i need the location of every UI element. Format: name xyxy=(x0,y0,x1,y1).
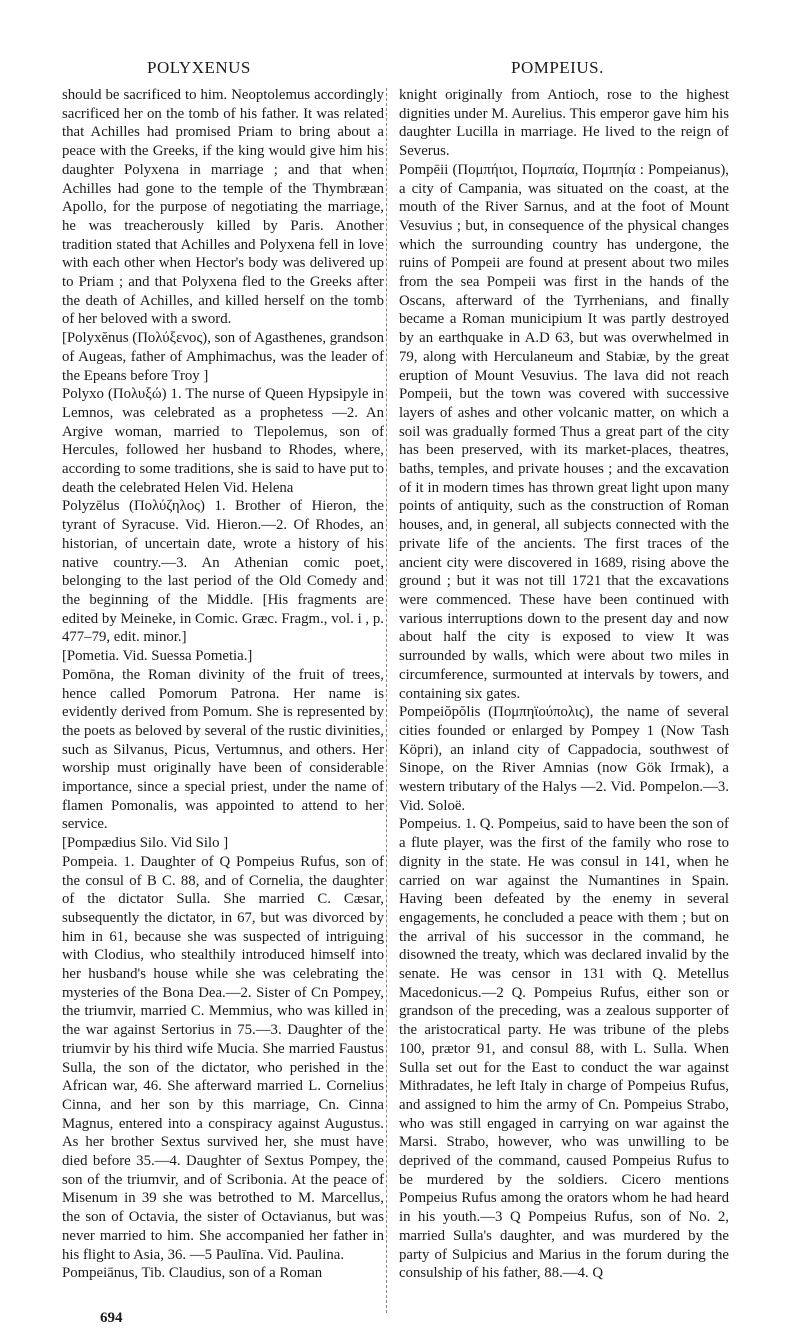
entry-pomona: Pomōna, the Roman divinity of the fruit of trees, hence called Pomorum Patrona. Her name is evidently derived from Pomum. She is represented by the poets as beloved by several of the rustic divinities, such as Silvanus, Picus, Vertumnus, and others. Her worship must originally have been of considerable importance, since a special priest, under the name of flamen Pomonalis, was appointed to attend to her service. xyxy=(62,666,384,833)
entry-pompeia: Pompeia. 1. Daughter of Q Pompeius Rufus, son of the consul of B C. 88, and of Cornelia, the daughter of the dictator Sulla. She married C. Cæsar, subsequently the dictator, in 67, but was divorced by him in 61, because she was suspected of intriguing with Clodius, who stealthily introduced himself into her husband's house while she was celebrating the mysteries of the Bona Dea.—2. Sister of Cn Pompey, the triumvir, married C. Memmius, who was killed in the war against Sertorius in 75.—3. Daughter of the triumvir by his third wife Mucia. She married Faustus Sulla, the son of the dictator, who perished in the African war, 46. She afterward married L. Cornelius Cinna, and her son by this marriage, Cn. Cinna Magnus, entered into a conspiracy against Augustus. As her brother Sextus survived her, she must have died before 35.—4. Daughter of Sextus Pompey, the son of the triumvir, and of Scribonia. At the peace of Misenum in 39 she was betrothed to M. Marcellus, the son of Octavia, the sister of Octavianus, but was never married to him. She accompanied her father in his flight to Asia, 36. —5 Paulīna. Vid. Paulina. xyxy=(62,853,384,1263)
entry-pompeii: Pompēii (Πομπήιοι, Πομπαία, Πομπηία : Pompeianus), a city of Campania, was situated on the coast, at the mouth of the River Sarnus, and at the foot of Mount Vesuvius ; but, in consequence of the physical changes which the surrounding country has undergone, the ruins of Pompeii are found at present about two miles from the sea Pompeii was first in the hands of the Oscans, afterward of the Tyrrhenians, and finally became a Roman municipium It was partly destroyed by an earthquake in A.D 63, but was overwhelmed in 79, along with Herculaneum and Stabiæ, by the great eruption of Mount Vesuvius. The lava did not reach Pompeii, but the town was covered with successive layers of ashes and other volcanic matter, on which a soil was gradually formed Thus a great part of the city has been preserved, with its market-places, theatres, baths, temples, and private houses ; and the excavation of it in modern times has thrown great light upon many points of antiquity, such as the construction of Roman houses, and, in general, all subjects connected with the private life of the ancients. The first traces of the ancient city were discovered in 1689, rising above the ground ; but it was not till 1721 that the excavations were commenced. These have been continued with various interruptions down to the present day and now about half the city is exposed to view It was surrounded by walls, which were about two miles in circumference, surmounted at intervals by towers, and containing six gates. xyxy=(399,161,729,702)
header-right: POMPEIUS. xyxy=(511,58,604,77)
header-left: POLYXENUS xyxy=(147,58,251,77)
entry-polyxo: Polyxo (Πολυξώ) 1. The nurse of Queen Hypsipyle in Lemnos, was celebrated as a prophetess —2. An Argive woman, married to Tlepolemus, son of Hercules, followed her husband to Rhodes, where, according to some traditions, she is said to have put to death the celebrated Helen Vid. Helena xyxy=(62,386,384,496)
right-column xyxy=(399,86,729,1283)
left-column xyxy=(62,86,384,1283)
entry-pompeius: Pompeius. 1. Q. Pompeius, said to have been the son of a flute player, was the first of the family who rose to dignity in the state. He was consul in 141, when he carried on war against the Numantines in Spain. Having been defeated by the enemy in several engagements, he concluded a peace with them ; but on the arrival of his successor in the command, he disowned the treaty, which was declared invalid by the senate. He was censor in 131 with Q. Metellus Macedonicus.—2 Q. Pompeius Rufus, either son or grandson of the preceding, was a zealous supporter of the aristocratical party. He was tribune of the plebs 100, prætor 91, and consul 88, with L. Sulla. When Sulla set out for the East to conduct the war against Mithradates, he left Italy in charge of Pompeius Rufus, and assigned to him the army of Cn. Pompeius Strabo, who was still engaged in carrying on war against the Marsi. Strabo, however, who was unwilling to be deprived of the command, caused Pompeius Rufus to be murdered by the soldiers. Cicero mentions Pompeius Rufus among the orators whom he had heard in his youth.—3 Q Pompeius Rufus, son of No. 2, married Sulla's daughter, and was murdered by the party of Sulpicius and Marius in the forum during the consulship of his father, 88.—4. Q xyxy=(399,816,729,1282)
page-number: 694 xyxy=(100,1310,123,1326)
running-header xyxy=(0,58,800,82)
entry-pompeianus: Pompeiānus, Tib. Claudius, son of a Roman xyxy=(62,1265,323,1282)
column-divider xyxy=(386,88,388,1313)
entry-polyzelus: Polyzēlus (Πολύζηλος) 1. Brother of Hieron, the tyrant of Syracuse. Vid. Hieron.—2. Of Rhodes, an historian, of uncertain date, wrote a history of his native country.—3. An Athenian comic poet, belonging to the last period of the Old Comedy and the beginning of the Middle. [His fragments are edited by Meineke, in Comic. Græc. Fragm., vol. i , p. 477–79, edit. minor.] xyxy=(62,498,384,646)
entry-pompaedius-silo: [Pompædius Silo. Vid Silo ] xyxy=(62,835,229,852)
entry-pompeiopolis: Pompeiŏpŏlis (Πομπηϊούπολις), the name of several cities founded or enlarged by Pompey 1 (Now Tash Köpri), an inland city of Cappadocia, southwest of Sinope, on the River Amnias (now Gök Irmak), a western tributary of the Halys —2. Vid. Pompelon.—3. Vid. Soloë. xyxy=(399,704,729,814)
entry-pompeianus-continued: knight originally from Antioch, rose to the highest dignities under M. Aurelius. This emperor gave him his daughter Lucilla in marriage. He lived to the reign of Severus. xyxy=(399,87,729,160)
entry-pometia: [Pometia. Vid. Suessa Pometia.] xyxy=(62,648,253,665)
entry-polyxenus: [Polyxĕnus (Πολύξενος), son of Agasthenes, grandson of Augeas, father of Amphimachus, was the leader of the Epeans before Troy ] xyxy=(62,330,384,384)
entry-polyxena-continued: should be sacrificed to him. Neoptolemus accordingly sacrificed her on the tomb of his father. It was related that Achilles had promised Priam to bring about a peace with the Greeks, if the king would give him his daughter Polyxena in marriage ; and that when Achilles had gone to the temple of the Thymbræan Apollo, for the purpose of negotiating the marriage, he was treacherously killed by Paris. Another tradition stated that Achilles and Polyxena fell in love with each other when Hector's body was delivered up to Priam ; and that Polyxena fled to the Greeks after the death of Achilles, and killed herself on the tomb of her beloved with a sword. xyxy=(62,87,384,328)
